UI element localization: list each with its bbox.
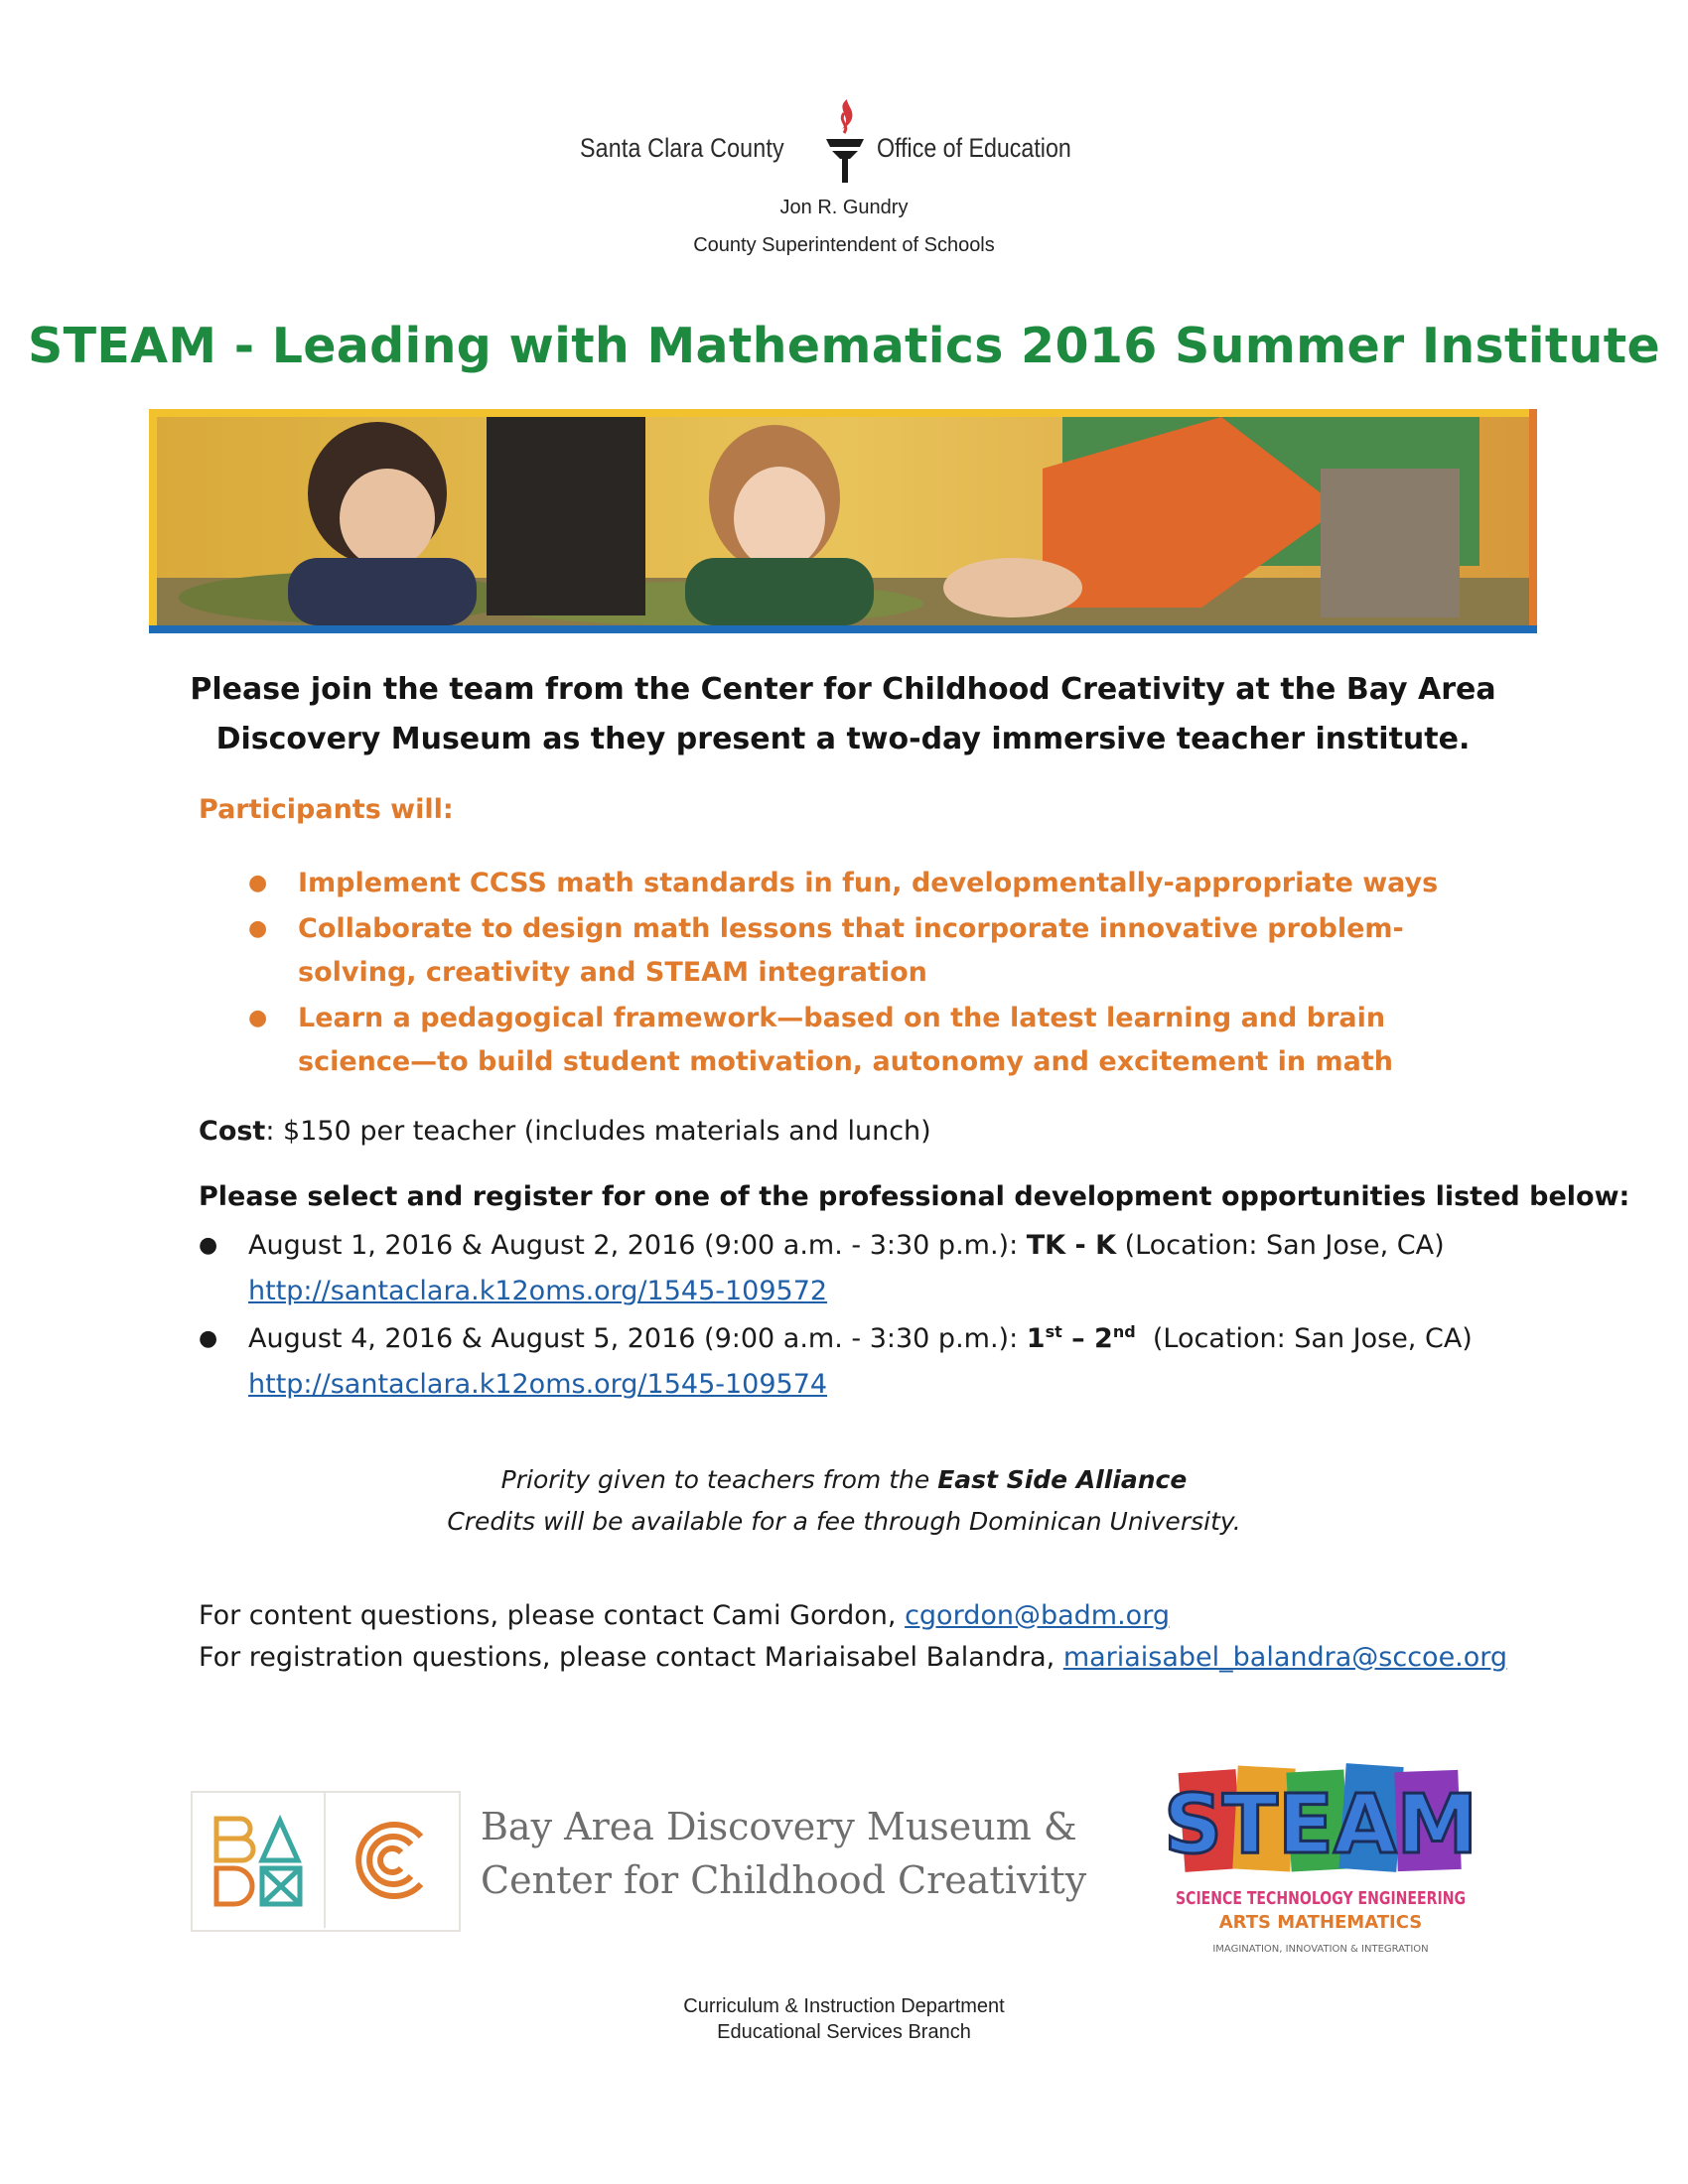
registration-contact [199, 1642, 1507, 1673]
grade-end-suffix: nd [1112, 1322, 1136, 1341]
intro-line-1: Please join the team from the Center for Childhood Creativity at the Bay Area [190, 672, 1496, 707]
cost-line [199, 1116, 931, 1147]
registration-link[interactable]: http://santaclara.k12oms.org/1545-109574 [248, 1369, 828, 1400]
steam-word: STEAM [1163, 1778, 1478, 1872]
bullet-icon: ● [248, 1006, 268, 1030]
register-heading: Please select and register for one of the professional development opportunities listed below: [199, 1181, 1630, 1212]
logo-divider [324, 1793, 326, 1928]
list-item [248, 862, 1489, 905]
session-details [248, 1316, 1473, 1362]
registration-contact-text: For registration questions, please contact Mariaisabel Balandra, [199, 1642, 1063, 1673]
session-details [248, 1223, 1445, 1269]
superintendent-title: County Superintendent of Schools [693, 234, 995, 256]
session-location: (Location: San Jose, CA) [1116, 1230, 1445, 1261]
steam-line2: ARTS MATHEMATICS [1218, 1912, 1423, 1933]
priority-note [0, 1459, 1688, 1501]
registration-email-link[interactable]: mariaisabel_balandra@sccoe.org [1062, 1642, 1508, 1673]
steam-line1: SCIENCE TECHNOLOGY ENGINEERING [1176, 1888, 1466, 1909]
content-contact [199, 1600, 1170, 1631]
grade-start: 1 [1026, 1323, 1046, 1354]
grade-separator: – [1061, 1323, 1095, 1354]
bullet-icon: ● [199, 1233, 218, 1258]
org-name-left: Santa Clara County [580, 133, 784, 163]
list-item-text: Learn a pedagogical framework—based on the latest learning and brain science—to build student motivation, autonomy and excitement in math [298, 1003, 1393, 1077]
list-item [248, 907, 1489, 995]
session-dates: August 4, 2016 & August 5, 2016 (9:00 a.m. - 3:30 p.m.): [248, 1323, 1027, 1354]
bullet-icon: ● [248, 916, 268, 941]
content-email-link[interactable]: cgordon@badm.org [905, 1600, 1170, 1631]
grade-start-suffix: st [1045, 1322, 1062, 1341]
ccc-logo-icon [344, 1813, 439, 1908]
org-name-right: Office of Education [877, 133, 1071, 163]
steam-logo [1163, 1757, 1478, 1966]
torch-icon [820, 95, 870, 189]
notes [0, 1459, 1688, 1543]
priority-text: Priority given to teachers from the [500, 1465, 938, 1494]
badm-logo-icon [211, 1813, 306, 1908]
badm-name-line2: Center for Childhood Creativity [481, 1858, 1087, 1902]
participants-heading: Participants will: [199, 794, 454, 825]
session-dates: August 1, 2016 & August 2, 2016 (9:00 a.m. - 3:30 p.m.): [248, 1230, 1027, 1261]
banner-photo [149, 409, 1537, 633]
registration-link[interactable]: http://santaclara.k12oms.org/1545-109572 [248, 1276, 828, 1306]
intro-text [149, 665, 1537, 764]
priority-group: East Side Alliance [937, 1465, 1188, 1494]
grade-end: 2 [1094, 1323, 1113, 1354]
credits-note: Credits will be available for a fee through Dominican University. [447, 1507, 1241, 1536]
bullet-icon: ● [199, 1326, 218, 1351]
footer-branch: Educational Services Branch [717, 2021, 971, 2043]
list-item-text: Implement CCSS math standards in fun, developmentally-appropriate ways [298, 868, 1439, 898]
session-grade: TK - K [1026, 1230, 1117, 1261]
session-location: (Location: San Jose, CA) [1135, 1323, 1473, 1354]
cost-value: : $150 per teacher (includes materials and lunch) [265, 1116, 931, 1147]
bullet-icon: ● [248, 871, 268, 895]
content-contact-text: For content questions, please contact Cami Gordon, [199, 1600, 906, 1631]
footer-department: Curriculum & Instruction Department [683, 1995, 1005, 2017]
participant-goals-list [248, 862, 1489, 1086]
list-item [248, 997, 1489, 1084]
cost-label: Cost [199, 1116, 266, 1147]
superintendent-name: Jon R. Gundry [779, 197, 909, 218]
steam-tagline: IMAGINATION, INNOVATION & INTEGRATION [1212, 1944, 1429, 1955]
badm-name-line1: Bay Area Discovery Museum & [481, 1805, 1077, 1848]
session-grade [1027, 1323, 1136, 1354]
page-title: STEAM - Leading with Mathematics 2016 Summer Institute [28, 318, 1660, 374]
intro-line-2: Discovery Museum as they present a two-day immersive teacher institute. [215, 722, 1471, 756]
list-item-text: Collaborate to design math lessons that incorporate innovative problem-solving, creativity and STEAM integration [298, 913, 1404, 988]
